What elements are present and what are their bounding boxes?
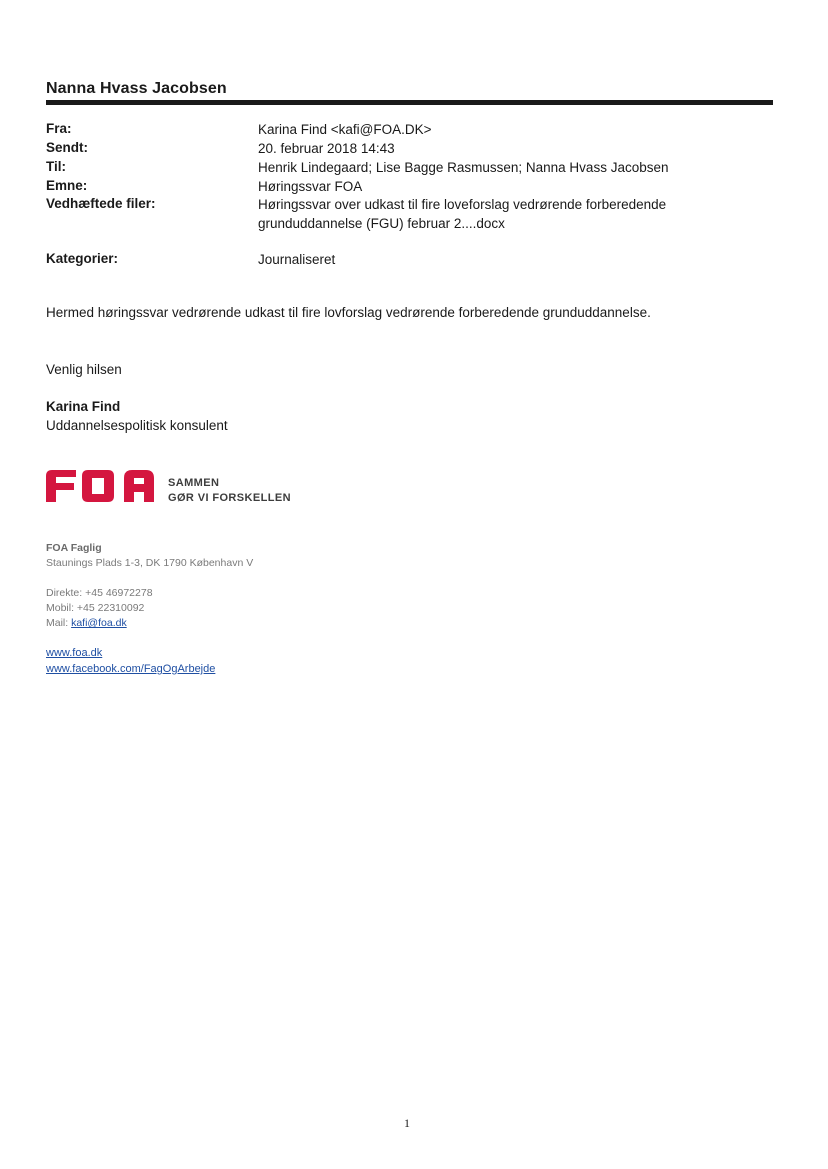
website-link[interactable]: www.foa.dk xyxy=(46,647,103,659)
signature-org: FOA Faglig xyxy=(46,542,102,554)
logo-tagline-line2: GØR VI FORSKELLEN xyxy=(168,492,291,504)
header-label-to: Til: xyxy=(46,159,66,174)
message-body: Hermed høringssvar vedrørende udkast til fire lovforslag vedrørende forberedende grunduddannelse. xyxy=(46,305,651,320)
signature-mail-row xyxy=(46,617,127,629)
greeting: Venlig hilsen xyxy=(46,362,122,377)
sender-title: Uddannelsespolitisk konsulent xyxy=(46,418,228,433)
signature-mail-label: Mail: xyxy=(46,617,69,629)
header-value-subject: Høringssvar FOA xyxy=(258,179,363,194)
header-value-attachments[interactable]: Høringssvar over udkast til fire loveforslag vedrørende forberedende grunduddannelse (FGU) februar 2....docx xyxy=(258,197,667,231)
signature-address: Staunings Plads 1-3, DK 1790 København V xyxy=(46,557,254,569)
signature-direct-phone: Direkte: +45 46972278 xyxy=(46,587,153,599)
page-number: 1 xyxy=(404,1116,410,1130)
header-label-subject: Emne: xyxy=(46,178,88,193)
header-label-sent: Sendt: xyxy=(46,140,88,155)
sender-name: Karina Find xyxy=(46,399,121,414)
header-value-from: Karina Find <kafi@FOA.DK> xyxy=(258,122,432,137)
mailbox-owner-name: Nanna Hvass Jacobsen xyxy=(46,80,227,97)
facebook-link[interactable]: www.facebook.com/FagOgArbejde xyxy=(46,663,216,675)
header-label-from: Fra: xyxy=(46,121,72,136)
header-value-categories: Journaliseret xyxy=(258,252,336,267)
logo-tagline-line1: SAMMEN xyxy=(168,477,220,489)
signature-mobile-phone: Mobil: +45 22310092 xyxy=(46,602,145,614)
header-label-attachments: Vedhæftede filer: xyxy=(46,196,156,211)
header-label-categories: Kategorier: xyxy=(46,251,119,266)
signature-mail-link[interactable]: kafi@foa.dk xyxy=(71,617,127,629)
header-value-sent: 20. februar 2018 14:43 xyxy=(258,141,395,156)
header-divider xyxy=(46,100,773,105)
header-value-to: Henrik Lindegaard; Lise Bagge Rasmussen; Nanna Hvass Jacobsen xyxy=(258,160,669,175)
